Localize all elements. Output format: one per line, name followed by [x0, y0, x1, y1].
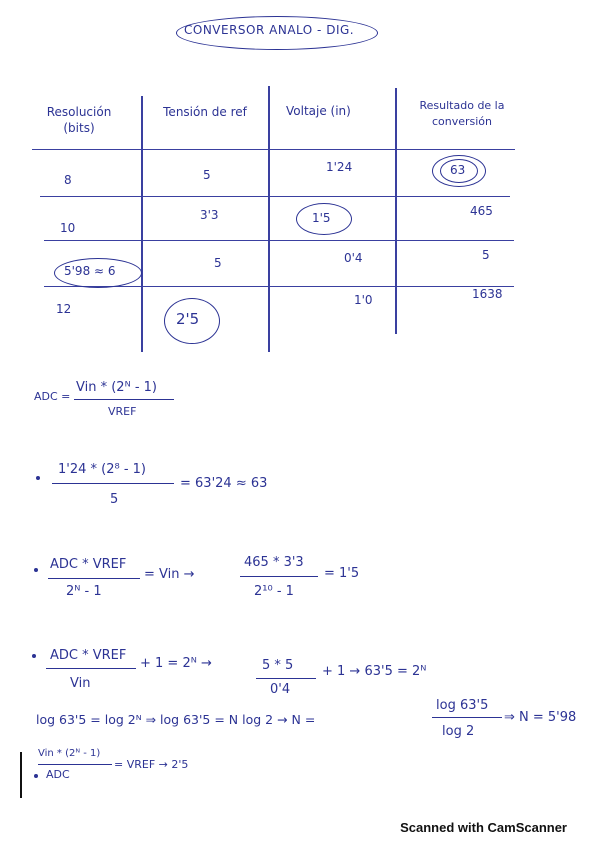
f3-result: + 1 → 63'5 = 2ᴺ — [322, 664, 427, 679]
f5-numerator: Vin * (2ᴺ - 1) — [38, 748, 101, 759]
f3-denominator-2: 0'4 — [270, 682, 291, 697]
f4-result: ⇒ N = 5'98 — [504, 710, 577, 725]
f2-middle: = Vin → — [144, 567, 195, 582]
f5-result: = VREF → 2'5 — [114, 758, 189, 771]
f3-fraction-bar-2 — [256, 678, 316, 679]
f2-denominator-2: 2¹⁰ - 1 — [254, 584, 294, 599]
f3-fraction-bar — [46, 668, 136, 669]
f4-numerator: log 63'5 — [436, 698, 489, 713]
cell-r3-vin: 0'4 — [344, 251, 363, 265]
adc-numerator: Vin * (2ᴺ - 1) — [76, 380, 157, 395]
cell-r1-vref: 5 — [203, 168, 211, 182]
cell-r2-result: 465 — [470, 204, 493, 218]
f1-fraction-bar — [52, 483, 174, 484]
f2-fraction-bar — [48, 578, 140, 579]
header-conversion-result: Resultado de la conversión — [419, 99, 505, 128]
adc-fraction-bar — [74, 399, 174, 400]
margin-mark — [20, 752, 22, 798]
scanner-watermark: Scanned with CamScanner — [400, 820, 567, 835]
f4-denominator: log 2 — [442, 724, 475, 739]
cell-r4-result: 1638 — [472, 287, 503, 301]
cell-r3-result: 5 — [482, 248, 490, 262]
bullet-3 — [32, 654, 36, 658]
cell-r2-bits: 10 — [60, 221, 76, 235]
f4-fraction-bar — [432, 717, 502, 718]
header-resolution: Resolución (bits) — [46, 105, 112, 135]
cell-r2-vref: 3'3 — [200, 208, 219, 222]
header-input-voltage: Voltaje (in) — [286, 104, 351, 118]
f4-left: log 63'5 = log 2ᴺ ⇒ log 63'5 = N log 2 → N = — [36, 712, 316, 727]
table-hline-2 — [40, 196, 510, 197]
page-title: CONVERSOR ANALO - DIG. — [184, 23, 355, 37]
bullet-5 — [34, 774, 38, 778]
table-hline-1 — [32, 149, 515, 150]
f2-result: = 1'5 — [324, 566, 360, 581]
f3-denominator: Vin — [70, 676, 91, 691]
table-vline-1 — [141, 96, 143, 352]
table-hline-3 — [44, 240, 514, 241]
f3-numerator-2: 5 * 5 — [262, 658, 294, 673]
f2-denominator: 2ᴺ - 1 — [66, 584, 102, 599]
f5-fraction-bar — [38, 764, 112, 765]
cell-r1-bits: 8 — [64, 173, 72, 187]
cell-r1-vin: 1'24 — [326, 160, 353, 174]
table-vline-3 — [395, 88, 397, 334]
cell-r4-vref: 2'5 — [176, 310, 200, 328]
cell-r4-vin: 1'0 — [354, 293, 373, 307]
f2-fraction-bar-2 — [240, 576, 318, 577]
cell-r1-result: 63 — [450, 163, 466, 177]
cell-r3-vref: 5 — [214, 256, 222, 270]
header-ref-voltage: Tensión de ref — [163, 105, 247, 119]
f1-denominator: 5 — [110, 492, 119, 507]
cell-r3-bits: 5'98 ≈ 6 — [64, 264, 116, 278]
bullet-1 — [36, 476, 40, 480]
cell-r4-bits: 12 — [56, 302, 72, 316]
cell-r2-vin: 1'5 — [312, 211, 331, 225]
f5-denominator: ADC — [46, 768, 70, 781]
bullet-2 — [34, 568, 38, 572]
f2-numerator: ADC * VREF — [50, 557, 127, 572]
f3-numerator: ADC * VREF — [50, 648, 127, 663]
f3-middle: + 1 = 2ᴺ → — [140, 656, 212, 671]
f1-numerator: 1'24 * (2⁸ - 1) — [58, 462, 147, 477]
f1-result: = 63'24 ≈ 63 — [180, 476, 268, 491]
adc-lhs: ADC = — [34, 390, 71, 403]
table-vline-2 — [268, 86, 270, 352]
f2-numerator-2: 465 * 3'3 — [244, 555, 304, 570]
adc-denominator: VREF — [108, 405, 137, 418]
